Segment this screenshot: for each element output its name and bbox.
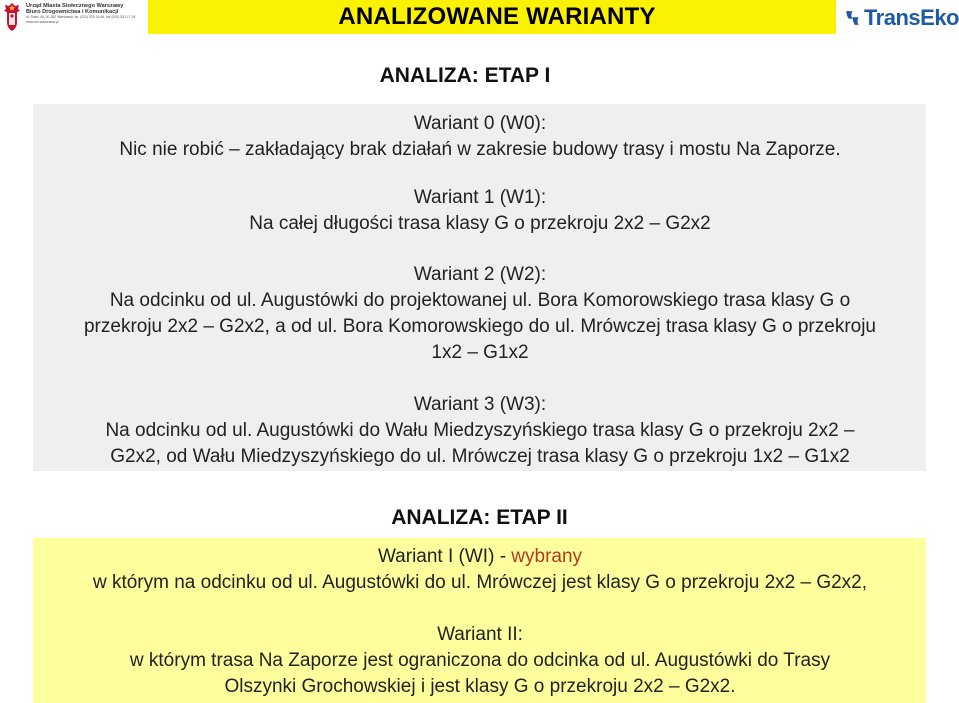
warsaw-coat-of-arms-icon xyxy=(2,2,22,32)
variant-wii xyxy=(40,622,920,700)
variant-w1 xyxy=(40,185,920,237)
org-name-line1: Urząd Miasta Stołecznego Warszawy xyxy=(26,3,124,9)
transeko-logo-text: TransEko xyxy=(863,5,959,30)
org-website: www.um.warszawa.pl xyxy=(26,19,59,24)
variant-w0-heading: Wariant 0 (W0): xyxy=(413,113,547,134)
variant-wi xyxy=(40,544,920,596)
variant-w3 xyxy=(40,392,920,470)
title-bar xyxy=(148,0,836,34)
page-title: ANALIZOWANE WARIANTY xyxy=(338,3,656,30)
variant-w2-line: przekroju 2x2 – G2x2, a od ul. Bora Komorowskiego do ul. Mrówczej trasa klasy G o przekroju xyxy=(83,316,877,337)
variant-wi-text: w którym na odcinku od ul. Augustówki do ul. Mrówczej jest klasy G o przekroju 2x2 – G2x2, xyxy=(92,572,868,593)
variant-w3-heading: Wariant 3 (W3): xyxy=(413,394,547,415)
variant-w3-line: Na odcinku od ul. Augustówki do Wału Miedzyszyńskiego trasa klasy G o przekroju 2x2 – xyxy=(105,420,855,441)
header xyxy=(0,0,959,36)
org-name-line2: Biuro Drogownictwa i Komunikacji xyxy=(26,8,119,15)
variant-w2 xyxy=(40,262,920,366)
variant-w2-line: Na odcinku od ul. Augustówki do projektowanej ul. Bora Komorowskiego trasa klasy G o xyxy=(109,290,851,311)
warsaw-city-logo xyxy=(0,0,148,36)
variant-w2-line: 1x2 – G1x2 xyxy=(431,342,529,363)
etap1-title: ANALIZA: ETAP I xyxy=(379,64,551,87)
org-address: ul. Solec 48, 00-382 Warszawa, tel. (022) 529 31 66, fax (022) 531 17 04 xyxy=(26,15,136,20)
variant-w1-text: Na całej długości trasa klasy G o przekroju 2x2 – G2x2 xyxy=(249,213,711,234)
variant-wi-heading: Wariant I (WI) - xyxy=(377,546,512,567)
variant-w3-line: G2x2, od Wału Miedzyszyńskiego do ul. Mrówczej trasa klasy G o przekroju 1x2 – G1x2 xyxy=(110,446,850,467)
variant-w0-text: Nic nie robić – zakładający brak działań w zakresie budowy trasy i mostu Na Zaporze. xyxy=(119,139,841,160)
variant-wii-line: Olszynki Grochowskiej i jest klasy G o przekroju 2x2 – G2x2. xyxy=(224,676,736,697)
etap2-title: ANALIZA: ETAP II xyxy=(391,506,568,529)
variant-wii-heading: Wariant II: xyxy=(437,624,523,645)
variant-w2-heading: Wariant 2 (W2): xyxy=(413,264,547,285)
variant-wii-line: w którym trasa Na Zaporze jest ograniczona do odcinka od ul. Augustówki do Trasy xyxy=(129,650,831,671)
variant-w1-heading: Wariant 1 (W1): xyxy=(413,187,547,208)
selected-label: wybrany xyxy=(511,546,583,567)
variant-w0 xyxy=(40,111,920,163)
transeko-logo xyxy=(838,0,959,36)
transeko-logo-icon xyxy=(844,6,861,30)
